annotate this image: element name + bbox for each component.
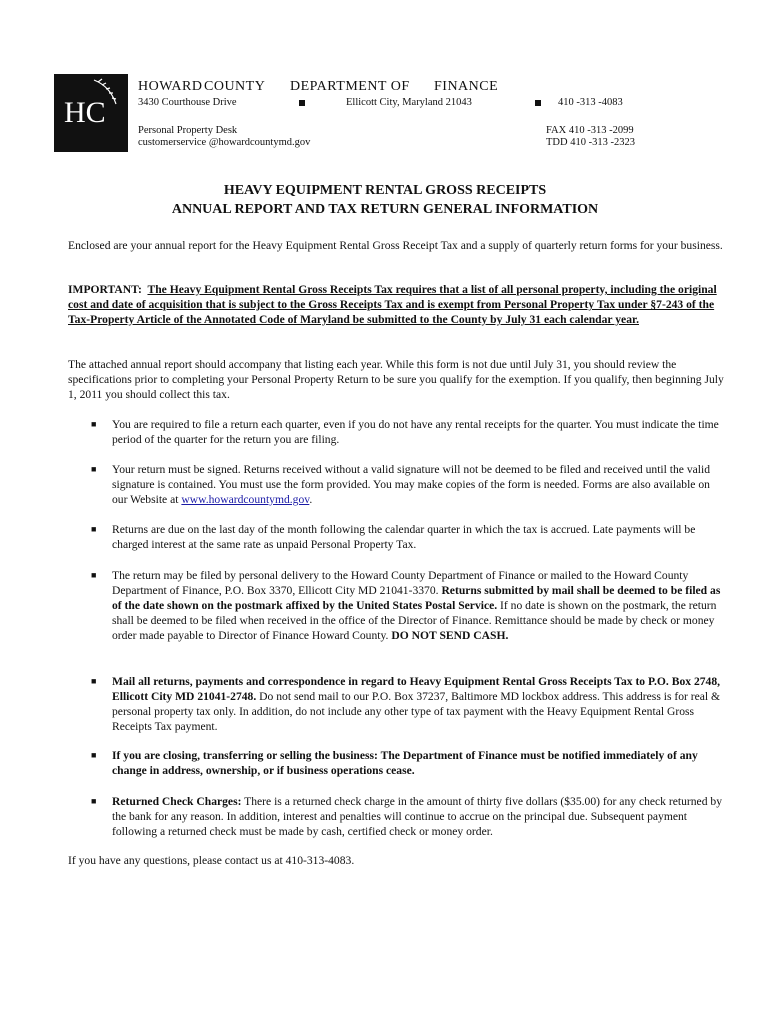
- square-bullet-icon: ■: [91, 750, 97, 760]
- square-bullet-icon: ■: [91, 524, 97, 534]
- closing-paragraph: If you have any questions, please contact us at 410-313-4083.: [68, 854, 355, 867]
- bullet-filing-c: If no date is shown on the postmark, the return shall be deemed to be filed when received in the office of the Director of Finance. Remittance should be made by check or money order made payable to Director of Finance Howard County.: [112, 599, 717, 642]
- square-bullet-icon: ■: [91, 676, 97, 686]
- website-link[interactable]: www.howardcountymd.gov: [181, 493, 310, 506]
- howard-county-logo: [54, 74, 128, 152]
- tdd-number: TDD 410 -313 -2323: [546, 137, 635, 148]
- title-department-of: DEPARTMENT OF: [290, 79, 410, 94]
- square-bullet-icon: ■: [91, 419, 97, 429]
- bullet-due-date: Returns are due on the last day of the month following the calendar quarter in which the tax is accrued. Late payments will be charged interest at the same rate as unpaid Personal Property Tax.: [112, 523, 696, 551]
- bullet-closing-business: If you are closing, transferring or selling the business: The Department of Finance must be notified immediately of any change in address, ownership, or if business operations cease.: [112, 749, 698, 777]
- document-title-line1: HEAVY EQUIPMENT RENTAL GROSS RECEIPTS: [223, 183, 547, 198]
- intro-paragraph: Enclosed are your annual report for the Heavy Equipment Rental Gross Receipt Tax and a supply of quarterly return forms for your business.: [68, 239, 723, 252]
- street-address: 3430 Courthouse Drive: [138, 97, 237, 108]
- important-paragraph: [68, 282, 728, 327]
- square-bullet-icon: ■: [91, 570, 97, 580]
- separator-square-icon: [535, 100, 541, 106]
- city-address: Ellicott City, Maryland 21043: [346, 97, 472, 108]
- bullet-mail-address: [112, 674, 728, 734]
- separator-square-icon: [299, 100, 305, 106]
- bullet-filing-b: Returns submitted by mail shall be deemed to be filed as of the date shown on the postmark affixed by the United States Postal Service.: [112, 584, 721, 612]
- document-title-line2: ANNUAL REPORT AND TAX RETURN GENERAL INFORMATION: [171, 202, 599, 217]
- bullet-signature: [112, 462, 728, 507]
- phone-number: 410 -313 -4083: [558, 97, 623, 108]
- title-finance: FINANCE: [434, 79, 499, 94]
- square-bullet-icon: ■: [91, 796, 97, 806]
- title-county: COUNTY: [204, 79, 266, 94]
- square-bullet-icon: ■: [91, 464, 97, 474]
- bullet-signature-text: Your return must be signed. Returns received without a valid signature will not be deemed to be filed and received until the valid signature is contained. You must use the form provided. You may make copies of the form is needed. Forms are also available on our Website at: [112, 463, 711, 506]
- bullet-mail-b: Do not send mail to our P.O. Box 37237, Baltimore MD lockbox address. This address is for real & personal property tax only. In addition, do not include any other type of tax payment with the Heavy Equipment Rental Gross Receipts Tax payment.: [112, 690, 721, 733]
- desk-name: Personal Property Desk: [138, 125, 238, 136]
- bullet-mail-a: Mail all returns, payments and correspondence in regard to Heavy Equipment Rental Gross Receipts Tax to P.O. Box 2748, Ellicott City MD 21041-2748.: [112, 675, 721, 703]
- bullet-returned-a: Returned Check Charges:: [112, 795, 242, 808]
- bullet-signature-end: .: [309, 493, 313, 506]
- bullet-filing-d: DO NOT SEND CASH.: [391, 629, 509, 642]
- bullet-quarterly-return: You are required to file a return each quarter, even if you do not have any rental receipts for the quarter. You must indicate the time period of the quarter for the return you are filing.: [112, 418, 719, 446]
- attached-paragraph: The attached annual report should accompany that listing each year. While this form is not due until July 31, you should review the specifications prior to completing your Personal Property Return to be sure you qualify for the exemption. If you qualify, then beginning July 1, 2011 you should collect this tax.: [68, 358, 724, 401]
- svg-text:HC: HC: [64, 96, 106, 129]
- important-label: IMPORTANT:: [68, 283, 142, 296]
- fax-number: FAX 410 -313 -2099: [546, 125, 634, 136]
- title-howard: HOWARD: [138, 79, 203, 94]
- bullet-filing-method: [112, 568, 728, 643]
- important-text: The Heavy Equipment Rental Gross Receipts Tax requires that a list of all personal property, including the original cost and date of acquisition that is subject to the Gross Receipts Tax and is exempt from Personal Property Tax under §7-243 of the Tax-Property Article of the Annotated Code of Maryland be submitted to the County by July 31 each calendar year.: [68, 283, 717, 326]
- bullet-returned-b: There is a returned check charge in the amount of thirty five dollars ($35.00) for any check returned by the bank for any reason. In addition, interest and penalties will continue to accrue on the principal due. Subsequent payment following a returned check must be made by cash, certified check or money order.: [112, 795, 722, 838]
- email-address[interactable]: customerservice @howardcountymd.gov: [138, 137, 311, 148]
- bullet-returned-check: [112, 794, 728, 839]
- bullet-filing-a: The return may be filed by personal delivery to the Howard County Department of Finance or mailed to the Howard County Department of Finance, P.O. Box 3370, Ellicott City MD 21041-3370.: [112, 569, 689, 597]
